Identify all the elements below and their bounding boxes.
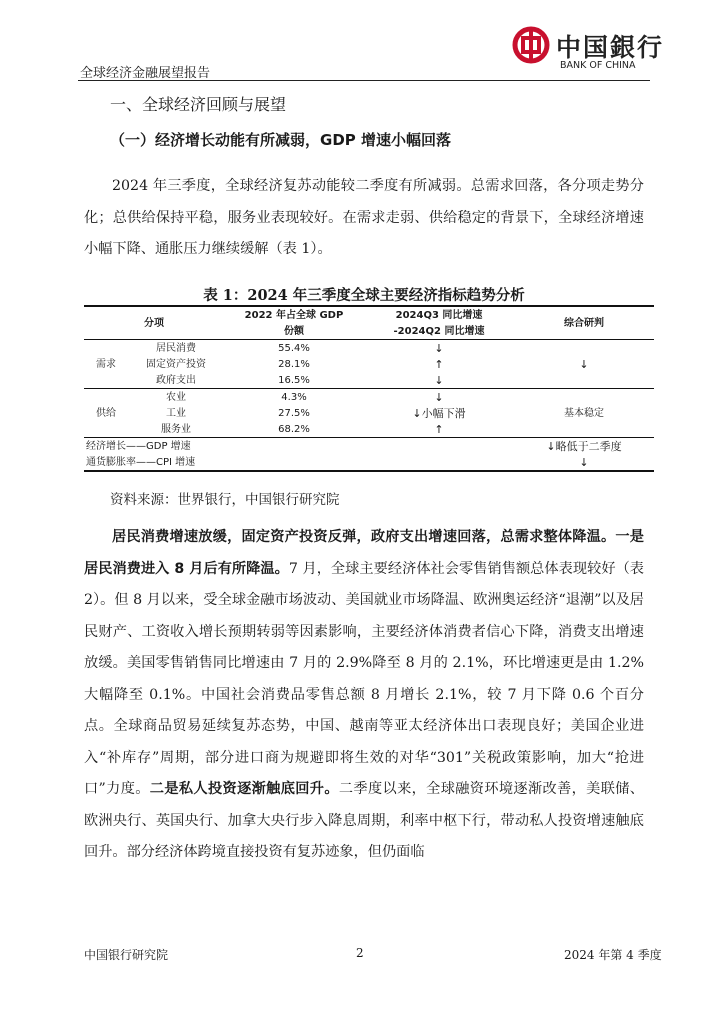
- logo-chinese-name: 中国銀行: [556, 33, 665, 62]
- row-share: 68.2%: [278, 423, 310, 435]
- group-label-supply: 供给: [96, 407, 116, 419]
- row-item: 服务业: [161, 423, 191, 435]
- analysis-paragraph: [84, 522, 644, 869]
- logo-english-name: BANK OF CHINA: [560, 60, 636, 71]
- intro-paragraph: 2024 年三季度，全球经济复苏动能较二季度有所减弱。总需求回落，各分项走势分化；总供给保持平稳，服务业表现较好。在需求走弱、供给稳定的背景下，全球经济增速小幅下降、通胀压力继续缓解（表 1）。: [84, 178, 644, 257]
- row-trend: ↓: [434, 390, 444, 404]
- bank-of-china-emblem-icon: [512, 26, 550, 64]
- report-title: 全球经济金融展望报告: [80, 66, 211, 81]
- row-share: 16.5%: [278, 374, 310, 386]
- row-share: 27.5%: [278, 407, 310, 419]
- row-item: 工业: [166, 407, 186, 419]
- row-item: 政府支出: [156, 374, 196, 386]
- row-trend: ↓: [434, 341, 444, 355]
- row-item: 居民消费: [156, 342, 196, 354]
- table-row: [84, 438, 654, 455]
- table-header-growth-2: -2024Q2 同比增速: [393, 325, 485, 337]
- group-verdict-demand: ↓: [579, 357, 589, 371]
- row-inflation-label: 通货膨胀率——CPI 增速: [86, 456, 196, 468]
- row-trend: ↑: [434, 422, 444, 436]
- row-item: 固定资产投资: [146, 358, 206, 370]
- body-text-1: 7 月，全球主要经济体社会零售销售额总体表现较好（表 2）。但 8 月以来，受全球金融市场波动、美国就业市场降温、欧洲奥运经济“退潮”以及居民财产、工资收入增长预期转弱等因素影响，主要经济体消费者信心下降，消费支出增速放缓。美国零售销售同比增速由 7 月的 2.9%降至 8 月的 2.1%，环比增速更是由 1.2%大幅降至 0.1%。中国社会消费品零售总额 8 月增长 2.1%，较 7 月下降 0.6 个百分点。全球商品贸易延续复苏态势，中国、越南等亚太经济体出口表现良好；美国企业进入“补库存”周期，部分进口商为规避即将生效的对华“301”关税政策影响，加大“抢进口”力度。: [84, 560, 644, 797]
- body-text-2: 二季度以来，全球融资环境逐渐改善，美联储、欧洲央行、英国央行、加拿大央行步入降息周期，利率中枢下行，带动私人投资增速触底回升。部分经济体跨境直接投资有复苏迹象，但仍面临: [84, 781, 644, 860]
- bold-lead-1: 居民消费增速放缓，固定资产投资反弹，政府支出增速回落，总需求整体降温。一是居民消费进入 8 月后有所降温。: [84, 529, 644, 577]
- table-source-note: 资料来源：世界银行，中国银行研究院: [110, 492, 340, 508]
- row-trend: ↑: [434, 357, 444, 371]
- footer-org: 中国银行研究院: [84, 948, 169, 962]
- row-share: 4.3%: [281, 391, 307, 403]
- indicator-table: [84, 305, 654, 472]
- section-heading: 一、全球经济回顾与展望: [110, 95, 287, 114]
- table-header-verdict: 综合研判: [514, 306, 654, 340]
- row-trend: ↓: [434, 373, 444, 387]
- row-trend: ↓小幅下滑: [412, 406, 466, 420]
- footer-issue: 2024 年第 4 季度: [564, 948, 662, 962]
- group-label-demand: 需求: [96, 358, 116, 370]
- row-growth-verdict: ↓略低于二季度: [546, 439, 622, 453]
- row-share: 55.4%: [278, 342, 310, 354]
- bold-lead-2: 二是私人投资逐渐触底回升。: [149, 781, 339, 797]
- table-header-share-2: 份额: [284, 325, 304, 337]
- header-divider: [78, 80, 650, 81]
- row-inflation-verdict: ↓: [579, 455, 589, 469]
- table-caption: 表 1：2024 年三季度全球主要经济指标趋势分析: [203, 287, 525, 304]
- page-number: 2: [356, 946, 364, 960]
- table-header-item: 分项: [84, 306, 224, 340]
- group-verdict-supply: 基本稳定: [564, 407, 604, 419]
- row-item: 农业: [166, 391, 186, 403]
- table-row: [84, 454, 654, 471]
- table-row: [84, 389, 654, 406]
- subsection-heading: （一）经济增长动能有所减弱，GDP 增速小幅回落: [110, 131, 451, 149]
- row-share: 28.1%: [278, 358, 310, 370]
- table-row: [84, 340, 654, 357]
- row-growth-label: 经济增长——GDP 增速: [86, 440, 191, 452]
- table-header-growth: 2024Q3 同比增速: [395, 309, 483, 321]
- table-header-share: 2022 年占全球 GDP: [244, 309, 344, 321]
- bank-logo: [512, 24, 665, 76]
